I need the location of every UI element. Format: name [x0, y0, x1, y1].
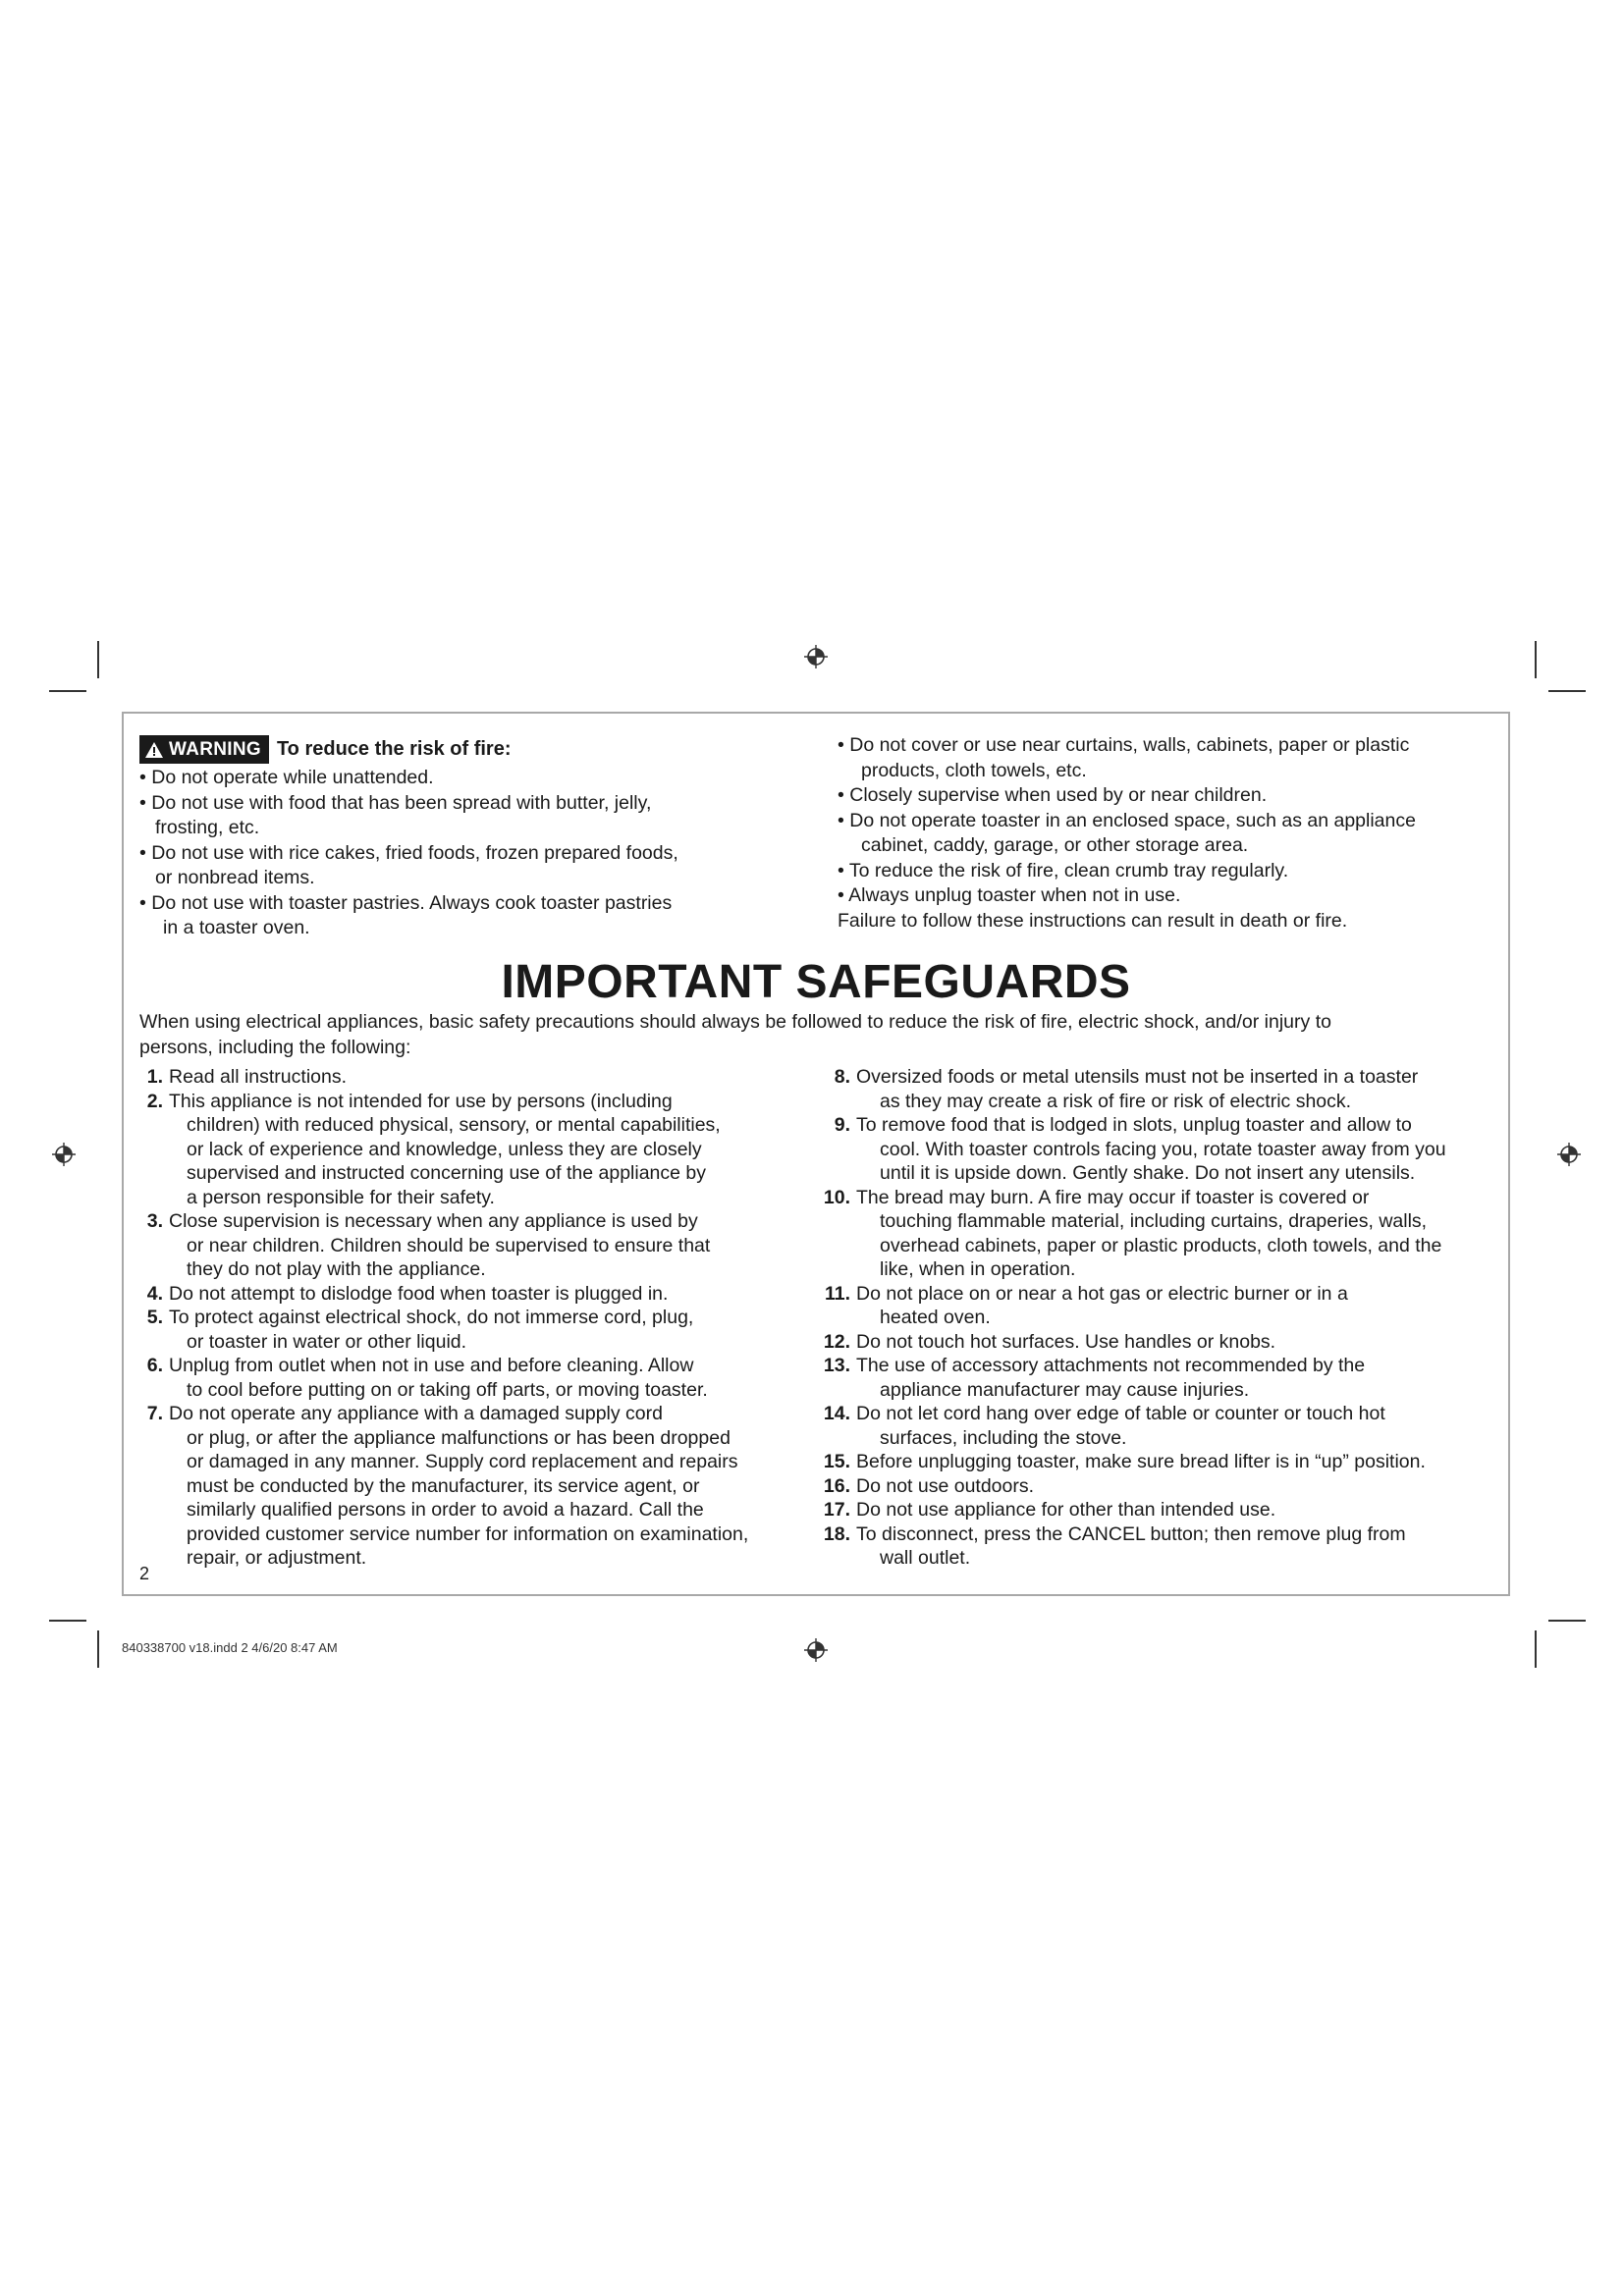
item-text	[169, 1282, 811, 1307]
warning-bullet-cont: or nonbread items.	[155, 867, 315, 888]
item-text	[169, 1306, 811, 1354]
safeguard-item	[124, 1282, 811, 1307]
item-line: overhead cabinets, paper or plastic products, cloth towels, and the	[880, 1234, 1442, 1256]
item-line: wall outlet.	[880, 1547, 971, 1569]
item-text	[856, 1522, 1510, 1571]
item-line: Do not operate any appliance with a damaged supply cord	[169, 1403, 663, 1424]
safeguards-list-right	[811, 1065, 1510, 1571]
item-number: 9.	[834, 1114, 850, 1136]
crop-mark	[97, 1630, 99, 1668]
item-text	[856, 1354, 1510, 1402]
safeguard-item	[811, 1474, 1510, 1499]
intro-line: When using electrical appliances, basic safety precautions should always be followed to reduce the risk of fire, electric shock, and/or injury to	[139, 1011, 1331, 1033]
item-line: Read all instructions.	[169, 1066, 348, 1088]
item-line: Do not attempt to dislodge food when toaster is plugged in.	[169, 1282, 669, 1305]
registration-mark-icon	[50, 1141, 78, 1168]
item-line: cool. With toaster controls facing you, rotate toaster away from you	[880, 1138, 1446, 1160]
warning-bullet: • Closely supervise when used by or near children.	[838, 784, 1268, 806]
print-slug: 840338700 v18.indd 2 4/6/20 8:47 AM	[122, 1640, 338, 1655]
warning-bullet: • To reduce the risk of fire, clean crumb tray regularly.	[838, 859, 1289, 881]
safeguard-item	[124, 1090, 811, 1210]
warning-right-column	[838, 733, 1486, 934]
warning-bullet-cont: products, cloth towels, etc.	[861, 759, 1087, 781]
item-line: or near children. Children should be supervised to ensure that	[187, 1234, 711, 1256]
safeguard-item	[811, 1498, 1510, 1522]
warning-bullet-cont: frosting, etc.	[155, 817, 260, 838]
item-line: Do not use outdoors.	[856, 1474, 1035, 1497]
safeguard-item	[124, 1354, 811, 1402]
item-text	[169, 1090, 811, 1210]
item-line: Do not place on or near a hot gas or electric burner or in a	[856, 1282, 1348, 1305]
item-line: touching flammable material, including curtains, draperies, walls,	[880, 1210, 1428, 1232]
intro-line: persons, including the following:	[139, 1036, 411, 1058]
item-number: 5.	[146, 1307, 163, 1328]
crop-mark	[1548, 690, 1586, 692]
item-line: Unplug from outlet when not in use and before cleaning. Allow	[169, 1355, 694, 1376]
item-number: 12.	[823, 1330, 850, 1353]
item-text	[856, 1186, 1510, 1282]
item-line: Before unplugging toaster, make sure bread lifter is in “up” position.	[856, 1451, 1426, 1472]
safeguard-item	[811, 1354, 1510, 1402]
safeguard-item	[124, 1306, 811, 1354]
item-line: children) with reduced physical, sensory, or mental capabilities,	[187, 1114, 721, 1136]
warning-bullet: • Do not use with toaster pastries. Always cook toaster pastries	[139, 891, 673, 914]
item-number: 7.	[146, 1403, 163, 1424]
crop-mark	[49, 690, 86, 692]
registration-mark-icon	[802, 1636, 830, 1664]
crop-mark	[97, 641, 99, 678]
item-number: 3.	[146, 1210, 163, 1232]
item-number: 6.	[146, 1355, 163, 1376]
item-line: to cool before putting on or taking off parts, or moving toaster.	[187, 1378, 708, 1401]
item-line: Do not touch hot surfaces. Use handles or knobs.	[856, 1330, 1276, 1353]
safeguards-list-left	[124, 1065, 811, 1571]
item-text	[856, 1474, 1510, 1499]
item-number: 16.	[823, 1474, 850, 1497]
warning-left-list	[139, 766, 846, 941]
item-line: To remove food that is lodged in slots, unplug toaster and allow to	[856, 1114, 1412, 1136]
item-text	[169, 1354, 811, 1402]
item-text	[856, 1330, 1510, 1355]
item-number: 13.	[823, 1355, 850, 1376]
warning-header	[139, 735, 846, 764]
item-line: they do not play with the appliance.	[187, 1258, 486, 1280]
safeguard-item	[124, 1402, 811, 1571]
item-number: 2.	[146, 1090, 163, 1112]
item-number: 18.	[823, 1522, 850, 1545]
item-line: Do not use appliance for other than intended use.	[856, 1499, 1276, 1521]
item-line: The use of accessory attachments not recommended by the	[856, 1355, 1366, 1376]
item-line: To protect against electrical shock, do not immerse cord, plug,	[169, 1307, 694, 1328]
warning-note: Failure to follow these instructions can result in death or fire.	[838, 909, 1348, 932]
warning-bullet: • Always unplug toaster when not in use.	[838, 884, 1181, 906]
item-number: 14.	[823, 1403, 850, 1424]
warning-bullet: • Do not use with food that has been spread with butter, jelly,	[139, 791, 652, 814]
item-text	[856, 1402, 1510, 1450]
safeguard-item	[811, 1186, 1510, 1282]
item-text	[856, 1113, 1510, 1186]
item-line: like, when in operation.	[880, 1258, 1076, 1280]
item-line: The bread may burn. A fire may occur if toaster is covered or	[856, 1186, 1370, 1208]
registration-mark-icon	[802, 643, 830, 670]
warning-bullet: • Do not cover or use near curtains, walls, cabinets, paper or plastic	[838, 734, 1410, 756]
item-line: repair, or adjustment.	[187, 1547, 367, 1569]
item-text	[169, 1402, 811, 1571]
warning-bullet-cont: cabinet, caddy, garage, or other storage area.	[861, 834, 1249, 856]
item-line: must be conducted by the manufacturer, its service agent, or	[187, 1474, 700, 1497]
safeguard-item	[811, 1282, 1510, 1330]
item-line: or toaster in water or other liquid.	[187, 1330, 467, 1353]
item-line: Do not let cord hang over edge of table or counter or touch hot	[856, 1403, 1385, 1424]
safeguard-item	[811, 1522, 1510, 1571]
safeguard-item	[811, 1065, 1510, 1113]
item-text	[169, 1065, 811, 1090]
item-line: This appliance is not intended for use by persons (including	[169, 1090, 673, 1112]
warning-triangle-icon	[145, 742, 163, 758]
item-text	[856, 1450, 1510, 1474]
item-text	[856, 1065, 1510, 1113]
item-line: provided customer service number for information on examination,	[187, 1522, 749, 1545]
safeguard-item	[811, 1330, 1510, 1355]
item-line: supervised and instructed concerning use of the appliance by	[187, 1162, 707, 1184]
safeguard-item	[811, 1113, 1510, 1186]
item-number: 8.	[834, 1066, 850, 1088]
safeguard-item	[811, 1402, 1510, 1450]
item-line: as they may create a risk of fire or risk of electric shock.	[880, 1090, 1352, 1112]
item-line: heated oven.	[880, 1307, 991, 1328]
item-line: a person responsible for their safety.	[187, 1186, 495, 1208]
item-line: or damaged in any manner. Supply cord replacement and repairs	[187, 1451, 738, 1472]
crop-mark	[1548, 1620, 1586, 1622]
item-line: until it is upside down. Gently shake. Do not insert any utensils.	[880, 1162, 1416, 1184]
crop-mark	[1535, 641, 1537, 678]
warning-bullet: • Do not operate while unattended.	[139, 767, 434, 788]
safeguard-item	[811, 1450, 1510, 1474]
item-line: Close supervision is necessary when any appliance is used by	[169, 1210, 698, 1232]
crop-mark	[1535, 1630, 1537, 1668]
item-number: 1.	[146, 1066, 163, 1088]
item-number: 4.	[146, 1282, 163, 1305]
safeguard-item	[124, 1209, 811, 1282]
warning-bullet: • Do not operate toaster in an enclosed space, such as an appliance	[838, 809, 1416, 831]
item-line: To disconnect, press the CANCEL button; then remove plug from	[856, 1522, 1406, 1545]
crop-mark	[49, 1620, 86, 1622]
item-line: or plug, or after the appliance malfunctions or has been dropped	[187, 1426, 731, 1449]
item-line: Oversized foods or metal utensils must not be inserted in a toaster	[856, 1066, 1419, 1088]
warning-badge	[139, 735, 269, 764]
warning-badge-label: WARNING	[169, 739, 261, 760]
warning-bullet-cont: in a toaster oven.	[163, 917, 310, 938]
registration-mark-icon	[1555, 1141, 1583, 1168]
page-title: IMPORTANT SAFEGUARDS	[501, 956, 1131, 1008]
item-number: 17.	[823, 1499, 850, 1521]
item-line: appliance manufacturer may cause injuries.	[880, 1378, 1250, 1401]
item-line: similarly qualified persons in order to avoid a hazard. Call the	[187, 1499, 704, 1521]
warning-bullet: • Do not use with rice cakes, fried foods, frozen prepared foods,	[139, 841, 678, 864]
item-line: surfaces, including the stove.	[880, 1426, 1127, 1449]
warning-left-column	[139, 735, 846, 941]
safeguards-panel	[122, 712, 1510, 1596]
safeguard-item	[124, 1065, 811, 1090]
item-number: 10.	[823, 1186, 850, 1208]
item-line: or lack of experience and knowledge, unless they are closely	[187, 1138, 702, 1160]
item-text	[856, 1498, 1510, 1522]
item-text	[169, 1209, 811, 1282]
item-number: 11.	[824, 1282, 850, 1305]
warning-title: To reduce the risk of fire:	[276, 738, 512, 760]
item-number: 15.	[823, 1451, 850, 1472]
page-number: 2	[139, 1564, 150, 1583]
item-text	[856, 1282, 1510, 1330]
intro-paragraph	[139, 1010, 1504, 1060]
